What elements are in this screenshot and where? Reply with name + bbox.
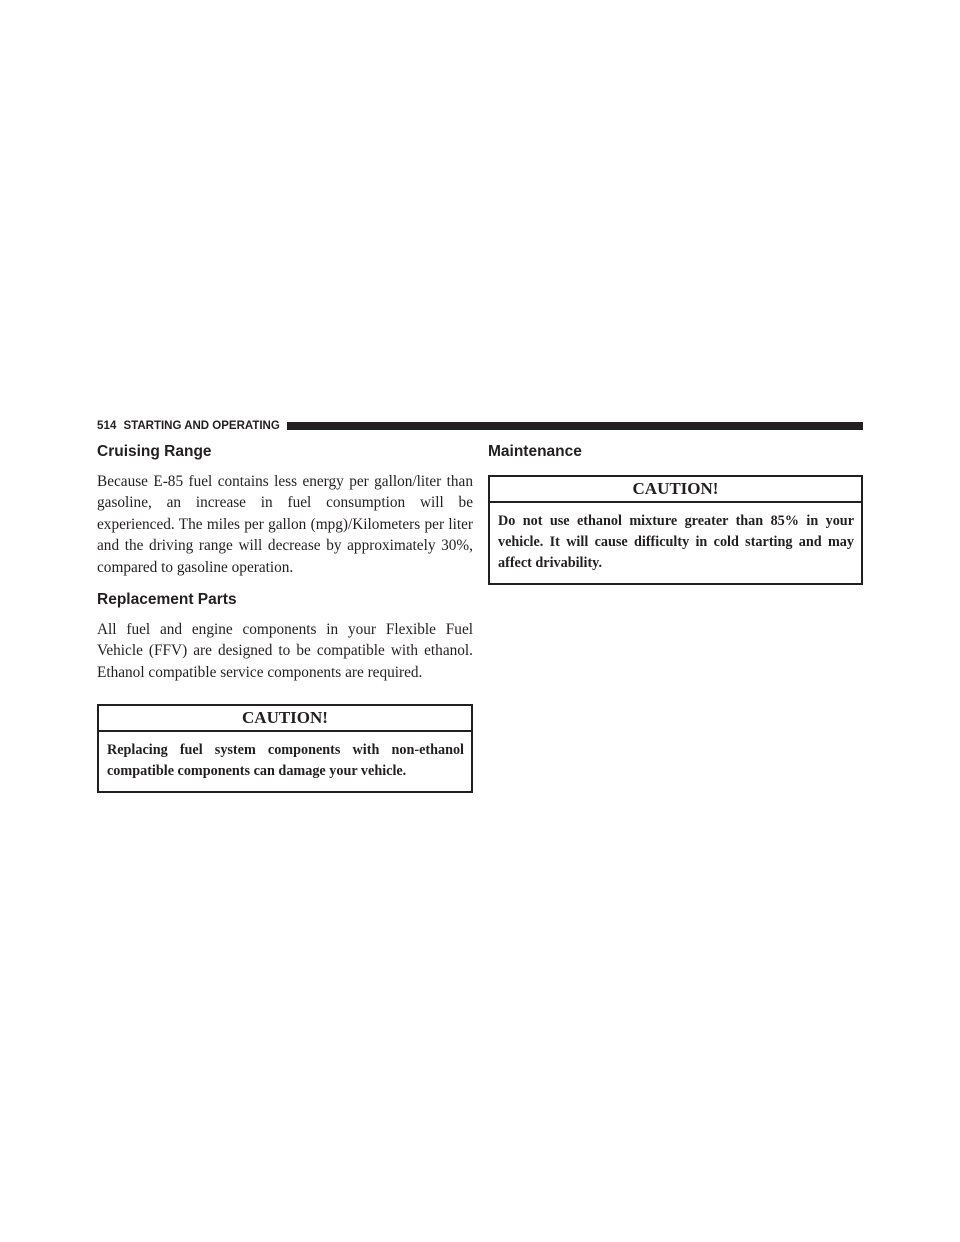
cruising-range-text: Because E-85 fuel contains less energy per gallon/liter than gasoline, an increase in fuel consumption will be experienced. The miles per gallon (mpg)/Kilometers per liter and the driving range will decrease by approximately 30%, compared to gasoline operation. xyxy=(97,473,473,576)
cruising-range-heading: Cruising Range xyxy=(97,443,212,460)
header-rule xyxy=(287,422,863,430)
caution-text: Replacing fuel system components with non-ethanol compatible components can damage your vehicle. xyxy=(107,742,464,780)
caution-title: CAUTION! xyxy=(490,477,861,503)
page-header xyxy=(97,418,863,434)
caution-title: CAUTION! xyxy=(99,706,471,732)
replacement-parts-heading: Replacement Parts xyxy=(97,591,237,609)
caution-text: Do not use ethanol mixture greater than 85% in your vehicle. It will cause difficulty in cold starting and may affect drivability. xyxy=(498,513,854,571)
section-title: STARTING AND OPERATING xyxy=(123,420,280,432)
replacement-parts-text: All fuel and engine components in your Flexible Fuel Vehicle (FFV) are designed to be compatible with ethanol. Ethanol compatible service components are required. xyxy=(97,621,473,681)
caution-box-maintenance xyxy=(488,475,863,585)
maintenance-heading: Maintenance xyxy=(488,443,582,460)
right-column xyxy=(488,440,863,585)
page-number: 514 xyxy=(97,420,117,432)
caution-box-replacement-parts xyxy=(97,704,473,793)
left-column xyxy=(97,440,473,793)
